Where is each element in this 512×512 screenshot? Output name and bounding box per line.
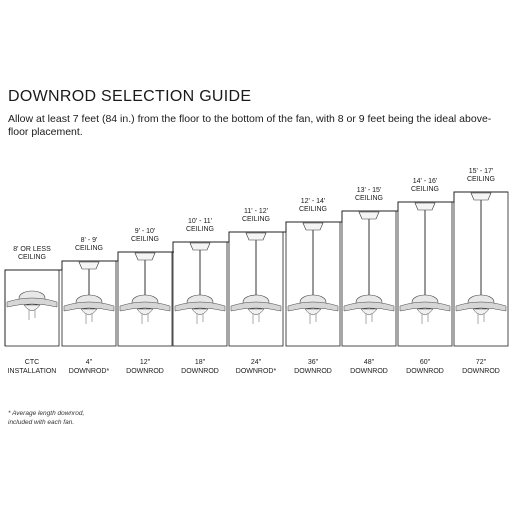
light-kit — [473, 309, 489, 315]
downrod-type: DOWNROD — [350, 368, 388, 375]
downrod-length-label — [59, 358, 119, 376]
downrod-length-label — [339, 358, 399, 376]
downrod-length-label — [226, 358, 286, 376]
downrod-type: INSTALLATION — [7, 368, 57, 375]
canopy — [415, 203, 435, 210]
light-kit — [417, 309, 433, 315]
page-title: DOWNROD SELECTION GUIDE — [8, 88, 252, 105]
downrod-length-label — [170, 358, 230, 376]
downrod-type: DOWNROD — [181, 368, 219, 375]
ceiling-height-label — [395, 178, 455, 194]
downrod-length-label — [2, 358, 62, 376]
fan-column-1 — [5, 270, 59, 346]
downrod-type: DOWNROD — [294, 368, 332, 375]
ceiling-range: 10' - 11' — [188, 218, 212, 225]
ceiling-height-label — [451, 168, 511, 184]
downrod-type: DOWNROD* — [235, 368, 277, 375]
footnote — [8, 409, 128, 427]
light-kit — [361, 309, 377, 315]
downrod-length-label — [115, 358, 175, 376]
ceiling-height-label — [115, 228, 175, 244]
downrod-length: 18" — [194, 359, 206, 366]
downrod-length: 24" — [250, 359, 262, 366]
canopy — [79, 262, 99, 269]
downrod-type: DOWNROD — [406, 368, 444, 375]
footnote-line-1: * Average length downrod, — [8, 410, 85, 417]
light-kit — [24, 305, 40, 311]
ceiling-range: 15' - 17' — [468, 168, 494, 175]
ceiling-height-label — [283, 198, 343, 214]
downrod-type: DOWNROD — [462, 368, 500, 375]
footnote-line-2: included with each fan. — [8, 419, 75, 426]
light-kit — [81, 309, 97, 315]
placement-instructions: Allow at least 7 feet (84 in.) from the floor to the bottom of the fan, with 8 or 9 feet being the ideal above-floor placement. — [8, 113, 492, 138]
canopy — [359, 212, 379, 219]
ceiling-word: CEILING — [17, 254, 46, 261]
light-kit — [192, 309, 208, 315]
downrod-length: 48" — [363, 359, 375, 366]
ceiling-range: 11' - 12' — [244, 208, 268, 215]
ceiling-word: CEILING — [410, 186, 439, 193]
light-kit — [137, 309, 153, 315]
canopy — [471, 193, 491, 200]
light-kit — [248, 309, 264, 315]
ceiling-word: CEILING — [298, 206, 327, 213]
ceiling-word: CEILING — [74, 245, 103, 252]
downrod-length: 12" — [139, 359, 151, 366]
downrod-length-label — [283, 358, 343, 376]
downrod-length: 36" — [307, 359, 319, 366]
downrod-length: CTC — [24, 359, 40, 366]
ceiling-height-label — [170, 218, 230, 234]
ceiling-height-label — [59, 237, 119, 253]
canopy — [303, 223, 323, 230]
ceiling-range: 12' - 14' — [300, 198, 326, 205]
canopy — [135, 253, 155, 260]
downrod-length-label — [395, 358, 455, 376]
downrod-length: 60" — [419, 359, 431, 366]
ceiling-range: 13' - 15' — [356, 187, 382, 194]
ceiling-word: CEILING — [241, 216, 270, 223]
ceiling-height-label — [339, 187, 399, 203]
fan-column-6 — [286, 222, 340, 346]
fan-column-5 — [229, 232, 283, 346]
ceiling-word: CEILING — [466, 176, 495, 183]
fan-column-2 — [62, 261, 116, 346]
ceiling-range: 8' - 9' — [80, 237, 98, 244]
ceiling-word: CEILING — [185, 226, 214, 233]
canopy — [190, 243, 210, 250]
fan-column-3 — [118, 252, 172, 346]
downrod-length-label — [451, 358, 511, 376]
ceiling-range: 8' OR LESS — [13, 246, 51, 253]
downrod-length: 72" — [475, 359, 487, 366]
ceiling-height-label — [226, 208, 286, 224]
ceiling-height-label — [2, 246, 62, 262]
canopy — [246, 233, 266, 240]
fan-column-7 — [342, 211, 396, 346]
downrod-type: DOWNROD — [126, 368, 164, 375]
ceiling-range: 14' - 16' — [412, 178, 438, 185]
downrod-type: DOWNROD* — [68, 368, 110, 375]
fan-column-9 — [454, 192, 508, 346]
ceiling-word: CEILING — [354, 195, 383, 202]
fan-column-4 — [173, 242, 227, 346]
light-kit — [305, 309, 321, 315]
fan-column-8 — [398, 202, 452, 346]
ceiling-range: 9' - 10' — [134, 228, 156, 235]
ceiling-word: CEILING — [130, 236, 159, 243]
downrod-length: 4" — [85, 359, 93, 366]
